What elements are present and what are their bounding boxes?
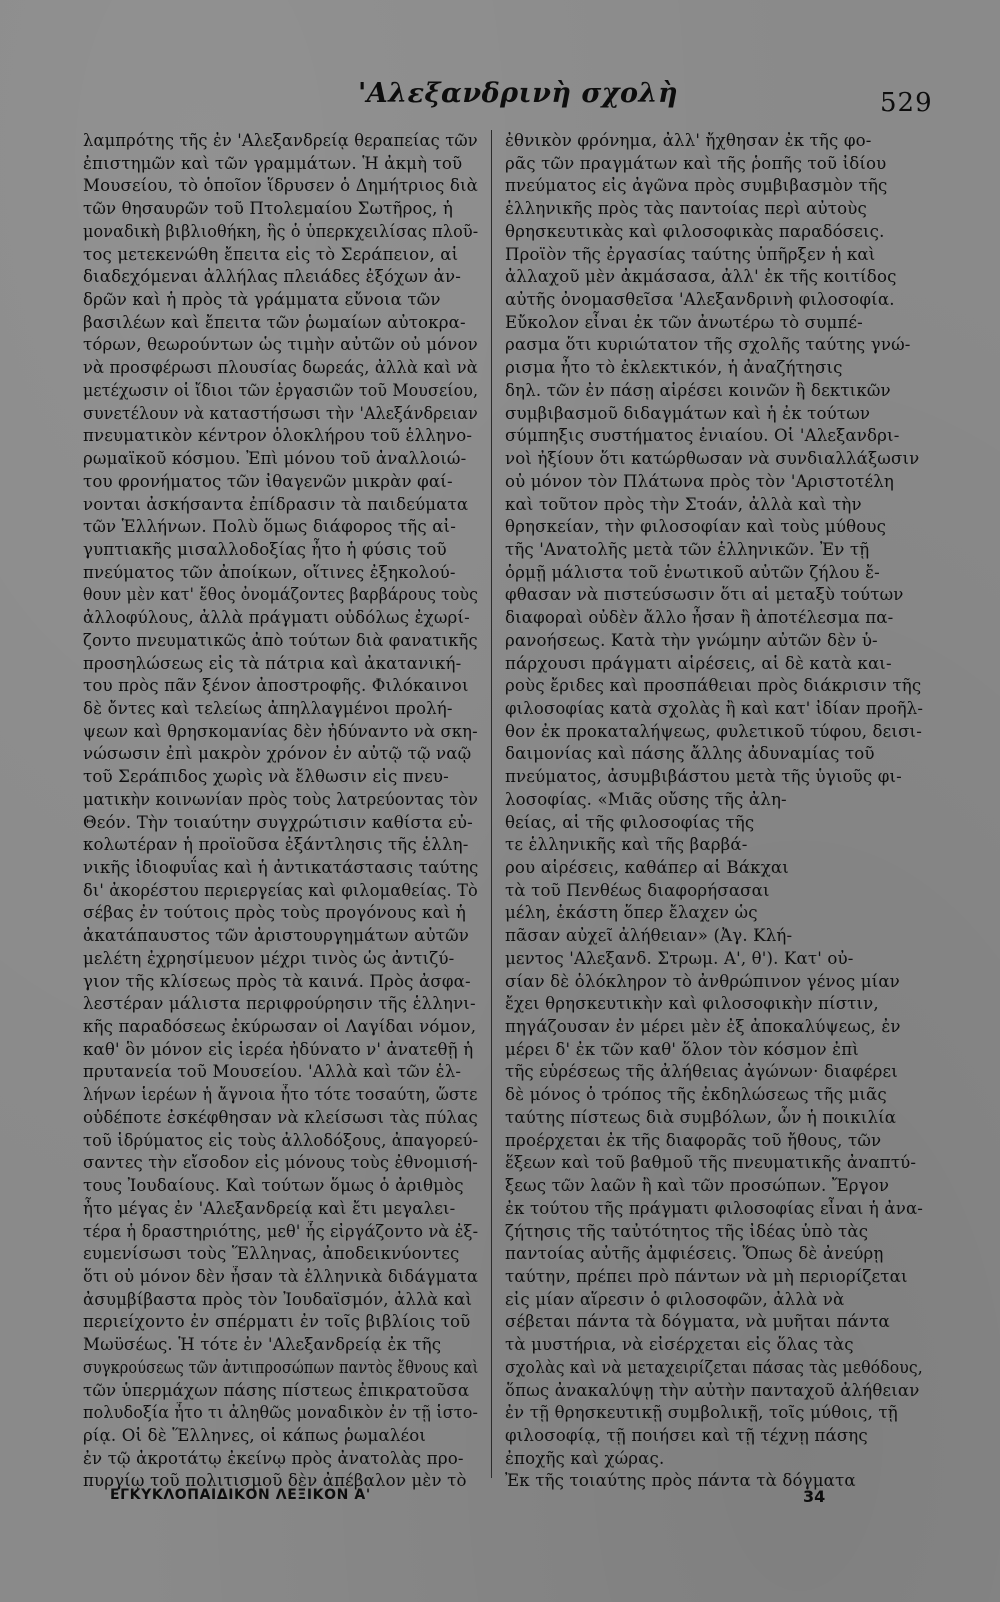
text-line: του φρονήματος τῶν ἰθαγενῶν μικρὰν φαί- xyxy=(83,471,453,491)
text-line: σέβεται πάντα τὰ δόγματα, νὰ μυῆται πάντα xyxy=(505,1312,890,1332)
text-line: ἔχει θρησκευτικὴν καὶ φιλοσοφικὴν πίστιν, xyxy=(505,994,879,1014)
text-line: τοῦ ἱδρύματος εἰς τοὺς ἀλλοδόξους, ἀπαγορεύ- xyxy=(83,1130,479,1150)
text-line: μελέτη ἐχρησίμευον μέχρι τινὸς ὡς ἀντιζύ- xyxy=(83,948,455,968)
text-line: αὐτῆς ὀνομασθεῖσα 'Αλεξανδρινὴ φιλοσοφία. xyxy=(505,290,895,310)
text-line: πολυδοξία ἦτο τι ἀληθῶς μοναδικὸν ἐν τῇ ἱστο- xyxy=(83,1403,479,1423)
footer-signature-number: 34 xyxy=(803,1487,826,1506)
text-line: ἐν τῷ ἀκροτάτῳ ἐκείνῳ πρὸς ἀνατολὰς προ- xyxy=(83,1448,464,1468)
text-line: πηγάζουσαν ἐν μέρει μὲν ἐξ ἀποκαλύψεως, ἐν xyxy=(505,1017,901,1037)
text-line: ἀλλαχοῦ μὲν ἀκμάσασα, ἀλλ' ἐκ τῆς κοιτίδος xyxy=(505,267,897,287)
text-line: πνεύματος εἰς ἀγῶνα πρὸς συμβιβασμὸν τῆς xyxy=(505,176,888,196)
text-line: ψεων καὶ θρησκομανίας δὲν ἠδύναντο νὰ σκη- xyxy=(83,721,478,741)
text-line: εἰς μίαν αἵρεσιν ὁ φιλοσοφῶν, ἀλλὰ νὰ xyxy=(505,1289,845,1309)
text-line: ρᾶς τῶν πραγμάτων καὶ τῆς ῥοπῆς τοῦ ἰδίου xyxy=(505,153,887,173)
text-line: δηλ. τῶν ἐν πάσῃ αἱρέσει κοινῶν ἢ δεκτικῶν xyxy=(505,380,891,400)
text-line: ευμενίσωσι τοὺς Ἕλληνας, ἀποδεικνύοντες xyxy=(83,1244,460,1264)
text-line: δὲ ὄντες καὶ τελείως ἀπηλλαγμένοι προλή- xyxy=(83,698,453,718)
text-line: νὰ προσφέρωσι πλουσίας δωρεάς, ἀλλὰ καὶ νὰ xyxy=(83,358,478,378)
text-line: νοὶ ἠξίουν ὅτι κατώρθωσαν νὰ συνδιαλλάξωσιν xyxy=(505,449,920,469)
text-line: τῶν Ἑλλήνων. Πολὺ ὅμως διάφορος τῆς αἰ- xyxy=(83,517,456,537)
column-divider xyxy=(491,130,492,1478)
text-line: κῆς παραδόσεως ἐκύρωσαν οἱ Λαγίδαι νόμον, xyxy=(83,1017,477,1037)
text-line: τοῦ Σεράπιδος χωρὶς νὰ ἔλθωσιν εἰς πνευ- xyxy=(83,767,449,787)
text-line: τος μετεκενώθη ἔπειτα εἰς τὸ Σεράπειον, αἱ xyxy=(83,244,459,264)
text-line: θρησκείαν, τὴν φιλοσοφίαν καὶ τοὺς μύθους xyxy=(505,517,887,537)
text-line: τῆς εὑρέσεως τῆς ἀλήθειας ἀγώνων· διαφέρει xyxy=(505,1062,898,1082)
text-line: ζήτησις τῆς ταὐτότητος τῆς ἰδέας ὑπὸ τὰς xyxy=(505,1221,869,1241)
text-line: μέρει δ' ἐκ τῶν καθ' ὅλον τὸν κόσμον ἐπὶ xyxy=(505,1039,859,1059)
text-line: ἐπιστημῶν καὶ τῶν γραμμάτων. Ἡ ἀκμὴ τοῦ xyxy=(83,153,463,173)
text-line: τῶν θησαυρῶν τοῦ Πτολεμαίου Σωτῆρος, ἡ xyxy=(83,199,454,219)
text-line: Ἐκ τῆς τοιαύτης πρὸς πάντα τὰ δόγματα xyxy=(505,1471,856,1491)
text-line: πνευματικὸν κέντρον ὁλοκλήρου τοῦ ἑλληνο- xyxy=(83,426,473,446)
text-line: μεντος 'Αλεξανδ. Στρωμ. Α', θ'). Κατ' οὐ- xyxy=(505,948,854,968)
text-line: συνετέλουν νὰ καταστήσωσι τὴν 'Αλεξάνδρειαν xyxy=(83,403,478,423)
text-line: καθ' ὃν μόνον εἰς ἱερέα ἠδύνατο ν' ἀνατεθῇ ἡ xyxy=(83,1039,474,1059)
text-line: ξεως τῶν λαῶν ἢ καὶ τῶν προσώπων. Ἔργον xyxy=(505,1176,890,1196)
footer-series-title: ΕΓΚΥΚΛΟΠΑΙΔΙΚΟΝ ΛΕΞΙΚΟΝ Α' xyxy=(110,1487,371,1503)
text-line: γυπτιακῆς μισαλλοδοξίας ἦτο ἡ φύσις τοῦ xyxy=(83,539,447,559)
text-line: λαμπρότης τῆς ἐν 'Αλεξανδρείᾳ θεραπείας τῶν xyxy=(83,131,478,150)
left-column xyxy=(83,130,478,1493)
text-line: σχολὰς καὶ νὰ μεταχειρίζεται πάσας τὰς μεθόδους, xyxy=(505,1357,923,1377)
text-line: μετέχωσιν οἱ ἴδιοι τῶν ἐργασιῶν τοῦ Μουσείου, xyxy=(83,380,479,400)
text-line: νικῆς ἰδιοφυΐας καὶ ἡ ἀντικατάστασις ταύτης xyxy=(83,858,479,877)
text-line: συμβιβασμοῦ διδαγμάτων καὶ ἡ ἐκ τούτων xyxy=(505,403,871,423)
text-line: ζοντο πνευματικῶς ἀπὸ τούτων διὰ φανατικῆς xyxy=(83,630,478,650)
text-line: θον ἐκ προκαταλήψεως, φυλετικοῦ τύφου, δεισι- xyxy=(505,721,922,741)
text-line: οὐ μόνον τὸν Πλάτωνα πρὸς τὸν 'Αριστοτέλη xyxy=(505,471,895,491)
text-line: κολωτέραν ἡ προϊοῦσα ἐξάντλησις τῆς ἑλλη- xyxy=(83,835,469,855)
text-line: παντοίας αὐτῆς ἀμφιέσεις. Ὅπως δὲ ἀνεύρῃ xyxy=(505,1244,884,1264)
text-line: διαδεχόμεναι ἀλλήλας πλειάδες ἐξόχων ἀν- xyxy=(83,267,462,287)
text-line: ματικὴν κοινωνίαν πρὸς τοὺς λατρεύοντας τὸν xyxy=(83,789,479,809)
text-line: φιλοσοφίᾳ, τῇ ποιήσει καὶ τῇ τέχνῃ πάσης xyxy=(505,1425,868,1445)
text-line: φιλοσοφίας κατὰ σχολὰς ἢ καὶ κατ' ἰδίαν προῆλ- xyxy=(505,698,924,718)
text-line: πρυτανεία τοῦ Μουσείου. 'Αλλὰ καὶ τῶν ἑλ- xyxy=(83,1062,462,1082)
text-line: σύμπηξις συστήματος ἑνιαίου. Οἱ 'Αλεξανδρι- xyxy=(505,426,900,446)
text-line: ἕξεων καὶ τοῦ βαθμοῦ τῆς πνευματικῆς ἀναπτύ- xyxy=(505,1153,917,1173)
text-line: Μουσείου, τὸ ὁποῖον ἵδρυσεν ὁ Δημήτριος διὰ xyxy=(83,176,479,196)
text-line: βασιλέων καὶ ἔπειτα τῶν ῥωμαίων αὐτοκρα- xyxy=(83,312,466,332)
text-line: ἐποχῆς καὶ χώρας. xyxy=(505,1448,665,1468)
text-line: Προϊὸν τῆς ἐργασίας ταύτης ὑπῆρξεν ἡ καὶ xyxy=(505,244,876,264)
text-line: νώσωσιν ἐπὶ μακρὸν χρόνον ἐν αὐτῷ τῷ ναῷ xyxy=(83,744,472,764)
text-line: ὅτι οὐ μόνον δὲν ἦσαν τὰ ἑλληνικὰ διδάγματα xyxy=(83,1266,479,1286)
text-line: ἀλλοφύλους, ἀλλὰ πράγματι οὐδόλως ἐχωρί- xyxy=(83,608,470,628)
text-line: νονται ἀσκήσαντα ἐπίδρασιν τὰ παιδεύματα xyxy=(83,494,469,514)
text-line: τὰ μυστήρια, νὰ εἰσέρχεται εἰς ὅλας τὰς xyxy=(505,1335,854,1355)
text-line: δὲ μόνος ὁ τρόπος τῆς ἐκδηλώσεως τῆς μιᾶς xyxy=(505,1085,887,1105)
text-line: σαντες τὴν εἴσοδον εἰς μόνους τοὺς ἐθνομισή- xyxy=(83,1153,478,1173)
text-line: τῆς 'Ανατολῆς μετὰ τῶν ἑλληνικῶν. Ἐν τῇ xyxy=(505,539,870,559)
text-line: ρωμαϊκοῦ κόσμου. Ἐπὶ μόνου τοῦ ἀναλλοιώ- xyxy=(83,449,467,469)
text-line: ρασμα ὅτι κυριώτατον τῆς σχολῆς ταύτης γνώ- xyxy=(505,335,911,355)
text-line: ἀκατάπαυστος τῶν ἀριστουργημάτων αὐτῶν xyxy=(83,926,470,946)
text-line: ροὺς ἔριδες καὶ προσπάθειαι πρὸς διάκρισιν τῆς xyxy=(505,676,922,696)
text-line: ρανοήσεως. Κατὰ τὴν γνώμην αὐτῶν δὲν ὑ- xyxy=(505,630,878,650)
text-line: τόρων, θεωρούντων ὡς τιμὴν αὐτῶν οὐ μόνον xyxy=(83,335,478,355)
text-line: τέρα ἡ δραστηριότης, μεθ' ἧς εἰργάζοντο νὰ ἐξ- xyxy=(83,1221,479,1241)
text-line: ἑλληνικῆς πρὸς τὰς παντοίας περὶ αὐτοὺς xyxy=(505,199,867,219)
running-title: 'Αλεξανδρινὴ σχολὴ xyxy=(358,78,679,109)
text-line: θουν μὲν κατ' ἔθος ὀνομάζοντες βαρβάρους τοὺς xyxy=(83,585,479,605)
text-line: ρίᾳ. Οἱ δὲ Ἕλληνες, οἱ κάπως ῥωμαλέοι xyxy=(83,1425,427,1445)
text-line: λήνων ἱερέων ἡ ἄγνοια ἦτο τότε τοσαύτη, ὥστε xyxy=(83,1085,478,1105)
text-line: ἦτο μέγας ἐν 'Αλεξανδρείᾳ καὶ ἔτι μεγαλει- xyxy=(83,1198,456,1218)
text-line: ἐκ τούτου τῆς πράγματι φιλοσοφίας εἶναι ἡ ἀνα- xyxy=(505,1198,924,1218)
text-line: διαφοραὶ οὐδὲν ἄλλο ἦσαν ἢ ἀποτέλεσμα πα- xyxy=(505,608,894,628)
text-line: ἀσυμβίβαστα πρὸς τὸν Ἰουδαϊσμόν, ἀλλὰ καὶ xyxy=(83,1289,473,1309)
text-line: μοναδικὴ βιβλιοθήκη, ἣς ὁ ὑπερκχειλίσας πλοῦ- xyxy=(83,221,479,241)
text-line: τε ἑλληνικῆς καὶ τῆς βαρβά- xyxy=(505,835,748,855)
text-line: προέρχεται ἐκ τῆς διαφορᾶς τοῦ ἤθους, τῶν xyxy=(505,1130,882,1150)
text-line: πάρχουσι πράγματι αἱρέσεις, αἱ δὲ κατὰ και- xyxy=(505,653,892,673)
text-line: λοσοφίας. «Μιᾶς οὔσης τῆς ἀλη- xyxy=(505,789,787,809)
text-line: καὶ τοῦτον πρὸς τὴν Στοάν, ἀλλὰ καὶ τὴν xyxy=(505,494,862,514)
text-line: πνεύματος τῶν ἀποίκων, οἵτινες ἐξηκολού- xyxy=(83,562,456,582)
text-line: γιον τῆς κλίσεως πρὸς τὰ καινά. Πρὸς ἀσφα- xyxy=(83,971,471,991)
text-line: μέλη, ἑκάστη ὅπερ ἔλαχεν ὡς xyxy=(505,903,758,923)
text-line: προσηλώσεως εἰς τὰ πάτρια καὶ ἀκατανική- xyxy=(83,653,462,673)
text-line: ταύτης πίστεως διὰ συμβόλων, ὧν ἡ ποικιλία xyxy=(505,1107,897,1127)
text-line: πνεύματος, ἀσυμβιβάστου μετὰ τῆς ὑγιοῦς φι- xyxy=(505,767,902,787)
text-line: περιείχοντο ἐν σπέρματι ἐν τοῖς βιβλίοις τοῦ xyxy=(83,1312,471,1332)
text-line: πυργίῳ τοῦ πολιτισμοῦ δὲν ἀπέβαλον μὲν τὸ xyxy=(83,1471,467,1491)
text-line: ἐν τῇ θρησκευτικῇ συμβολικῇ, τοῖς μύθοις, τῇ xyxy=(505,1403,898,1423)
text-line: ρισμα ἦτο τὸ ἐκλεκτικόν, ἡ ἀναζήτησις xyxy=(505,358,843,378)
text-line: δαιμονίας καὶ πάσης ἄλλης ἀδυναμίας τοῦ xyxy=(505,744,875,764)
text-line: ἐθνικὸν φρόνημα, ἀλλ' ἤχθησαν ἐκ τῆς φο- xyxy=(505,131,872,150)
text-line: συγκρούσεως τῶν ἀντιπροσώπων παντὸς ἔθνους καὶ xyxy=(83,1357,479,1377)
text-line: τους Ἰουδαίους. Καὶ τούτων ὅμως ὁ ἀριθμὸς xyxy=(83,1176,464,1196)
page-number: 529 xyxy=(880,88,933,118)
text-line: πᾶσαν αὐχεῖ ἀλήθειαν» (Ἀγ. Κλή- xyxy=(505,926,793,946)
text-line: σίαν δὲ ὁλόκληρον τὸ ἀνθρώπινον γένος μίαν xyxy=(505,971,900,991)
text-line: λεστέραν μάλιστα περιφρούρησιν τῆς ἑλληνι- xyxy=(83,994,476,1014)
text-line: του πρὸς πᾶν ξένον ἀποστροφῆς. Φιλόκαινοι xyxy=(83,676,469,696)
text-line: Θεόν. Τὴν τοιαύτην συγχρώτισιν καθίστα εὐ- xyxy=(83,812,473,832)
text-line: δρῶν καὶ ἡ πρὸς τὰ γράμματα εὔνοια τῶν xyxy=(83,290,441,310)
text-line: ὁρμῇ μάλιστα τοῦ ἑνωτικοῦ αὐτῶν ζήλου ἔ- xyxy=(505,562,880,582)
right-column xyxy=(505,130,923,1493)
text-line: θείας, αἱ τῆς φιλοσοφίας τῆς xyxy=(505,812,755,832)
text-line: ρου αἱρέσεις, καθάπερ αἱ Βάκχαι xyxy=(505,858,789,877)
text-line: θρησκευτικὰς καὶ φιλοσοφικὰς παραδόσεις. xyxy=(505,221,885,241)
text-line: τῶν ὑπερμάχων πάσης πίστεως ἐπικρατοῦσα xyxy=(83,1380,470,1400)
text-line: οὐδέποτε ἐσκέφθησαν νὰ κλείσωσι τὰς πύλας xyxy=(83,1107,478,1127)
text-line: τὰ τοῦ Πενθέως διαφορήσασαι xyxy=(505,880,770,900)
text-line: δι' ἀκορέστου περιεργείας καὶ φιλομαθείας. Τὸ xyxy=(83,880,478,900)
text-line: ταύτην, πρέπει πρὸ πάντων νὰ μὴ περιορίζεται xyxy=(505,1266,908,1286)
text-line: Μωϋσέως. Ἡ τότε ἐν 'Αλεξανδρείᾳ ἐκ τῆς xyxy=(83,1335,442,1355)
text-line: Εὔκολον εἶναι ἐκ τῶν ἀνωτέρω τὸ συμπέ- xyxy=(505,312,863,332)
text-line: ὅπως ἀνακαλύψῃ τὴν αὐτὴν πανταχοῦ ἀλήθειαν xyxy=(505,1380,920,1400)
text-line: φθασαν νὰ πιστεύσωσιν ὅτι αἱ μεταξὺ τούτων xyxy=(505,585,904,605)
text-line: σέβας ἐν τούτοις πρὸς τοὺς προγόνους καὶ ἡ xyxy=(83,903,466,923)
